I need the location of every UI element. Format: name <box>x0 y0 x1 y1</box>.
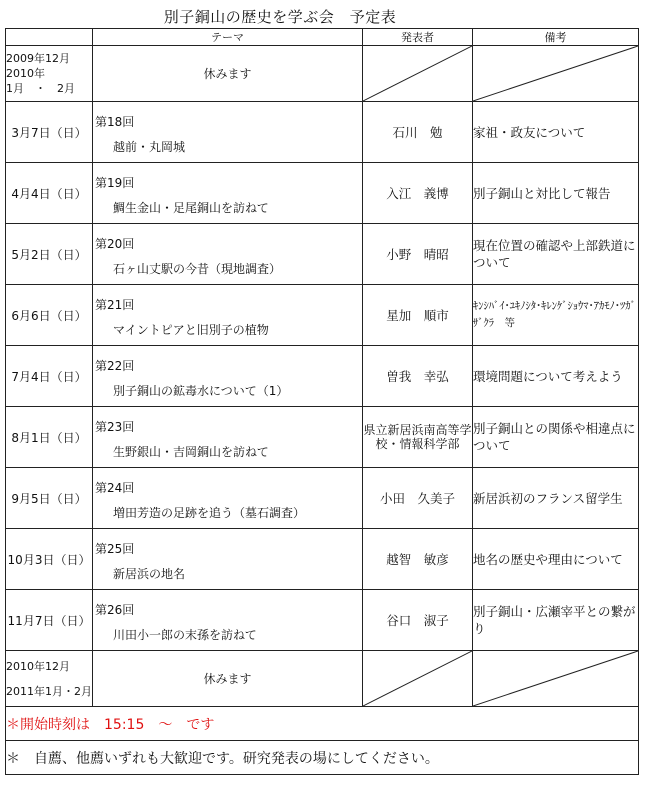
session-note: 現在位置の確認や上部鉄道について <box>473 224 639 285</box>
table-row <box>6 224 639 285</box>
footer-row-start-time <box>6 707 639 741</box>
session-number: 第20回 <box>95 236 135 251</box>
session-date: 3月7日（日） <box>6 102 93 163</box>
table-row <box>6 163 639 224</box>
session-theme-cell <box>93 407 363 468</box>
session-presenter: 県立新居浜南高等学校・情報科学部 <box>363 407 473 468</box>
session-theme: 別子銅山の鉱毒水について（1） <box>113 383 289 398</box>
break-label: 休みます <box>93 651 363 707</box>
break-date-line: 2010年 <box>6 67 45 80</box>
break-row-bottom <box>6 651 639 707</box>
header-date <box>6 29 93 46</box>
header-notes: 備考 <box>473 29 639 46</box>
session-theme-cell <box>93 224 363 285</box>
start-time-notice: ＊開始時刻は 15:15 〜 です <box>6 707 639 741</box>
session-date: 10月3日（日） <box>6 529 93 590</box>
diagonal-line <box>363 46 472 101</box>
header-theme: テーマ <box>93 29 363 46</box>
break-date-line: 2011年1月・2月 <box>6 684 92 698</box>
session-theme-cell <box>93 163 363 224</box>
session-note: 別子銅山との関係や相違点について <box>473 407 639 468</box>
session-presenter: 越智 敏彦 <box>363 529 473 590</box>
table-row <box>6 102 639 163</box>
session-date: 7月4日（日） <box>6 346 93 407</box>
break-label: 休みます <box>93 46 363 102</box>
diagonal-line <box>363 651 472 706</box>
session-presenter: 小田 久美子 <box>363 468 473 529</box>
session-presenter: 入江 義博 <box>363 163 473 224</box>
diagonal-line <box>473 46 638 101</box>
session-presenter: 石川 勉 <box>363 102 473 163</box>
break-date-line: 1月 ・ 2月 <box>6 82 75 95</box>
welcome-notice: ＊ 自薦、他薦いずれも大歓迎です。研究発表の場にしてください。 <box>6 741 639 775</box>
break-date-line: 2010年12月 <box>6 659 70 673</box>
session-date: 11月7日（日） <box>6 590 93 651</box>
session-date: 8月1日（日） <box>6 407 93 468</box>
session-note: ｷﾝｼﾊﾞｲ･ﾕｷﾉｼﾀ･ｷﾚﾝｹﾞｼｮｳﾏ･ｱｶﾓﾉ･ﾂｶﾞｻﾞｸﾗ 等 <box>473 285 639 346</box>
session-date: 6月6日（日） <box>6 285 93 346</box>
session-note: 新居浜初のフランス留学生 <box>473 468 639 529</box>
break-date <box>6 651 93 707</box>
session-theme-cell <box>93 285 363 346</box>
session-theme: 生野銀山・吉岡銅山を訪ねて <box>113 444 269 459</box>
break-date-line: 2009年12月 <box>6 52 70 65</box>
session-note: 別子銅山と対比して報告 <box>473 163 639 224</box>
schedule-table <box>5 28 639 775</box>
session-number: 第21回 <box>95 297 135 312</box>
session-note: 地名の歴史や理由について <box>473 529 639 590</box>
session-note: 家祖・政友について <box>473 102 639 163</box>
session-theme-cell <box>93 468 363 529</box>
session-note: 環境問題について考えよう <box>473 346 639 407</box>
session-date: 9月5日（日） <box>6 468 93 529</box>
header-row <box>6 29 639 46</box>
session-theme: 川田小一郎の末孫を訪ねて <box>113 627 257 642</box>
empty-presenter-cell <box>363 651 473 707</box>
table-row <box>6 468 639 529</box>
session-presenter: 星加 順市 <box>363 285 473 346</box>
session-theme: 新居浜の地名 <box>113 566 186 581</box>
diagonal-line <box>473 651 638 706</box>
session-theme: 鯛生金山・足尾銅山を訪ねて <box>113 200 269 215</box>
footer-row-welcome <box>6 741 639 775</box>
session-date: 4月4日（日） <box>6 163 93 224</box>
session-presenter: 曽我 幸弘 <box>363 346 473 407</box>
page-title: 別子銅山の歴史を学ぶ会 予定表 <box>163 8 397 26</box>
session-theme-cell <box>93 102 363 163</box>
session-number: 第23回 <box>95 419 135 434</box>
break-row-top <box>6 46 639 102</box>
session-date: 5月2日（日） <box>6 224 93 285</box>
session-number: 第24回 <box>95 480 135 495</box>
table-row <box>6 529 639 590</box>
table-row <box>6 407 639 468</box>
header-presenter: 発表者 <box>363 29 473 46</box>
session-number: 第18回 <box>95 114 135 129</box>
empty-presenter-cell <box>363 46 473 102</box>
session-theme: 石ヶ山丈駅の今昔（現地調査） <box>113 261 282 276</box>
break-date <box>6 46 93 102</box>
table-row <box>6 590 639 651</box>
empty-notes-cell <box>473 651 639 707</box>
session-number: 第22回 <box>95 358 135 373</box>
empty-notes-cell <box>473 46 639 102</box>
session-theme: 増田芳造の足跡を追う（墓石調査） <box>113 505 306 520</box>
session-theme-cell <box>93 590 363 651</box>
session-presenter: 小野 晴昭 <box>363 224 473 285</box>
session-number: 第19回 <box>95 175 135 190</box>
session-theme-cell <box>93 346 363 407</box>
table-row <box>6 346 639 407</box>
session-theme: マイントピアと旧別子の植物 <box>113 322 269 337</box>
session-number: 第25回 <box>95 541 135 556</box>
table-row <box>6 285 639 346</box>
session-theme: 越前・丸岡城 <box>113 139 186 154</box>
session-theme-cell <box>93 529 363 590</box>
session-presenter: 谷口 淑子 <box>363 590 473 651</box>
session-note: 別子銅山・広瀬宰平との繋がり <box>473 590 639 651</box>
session-number: 第26回 <box>95 602 135 617</box>
